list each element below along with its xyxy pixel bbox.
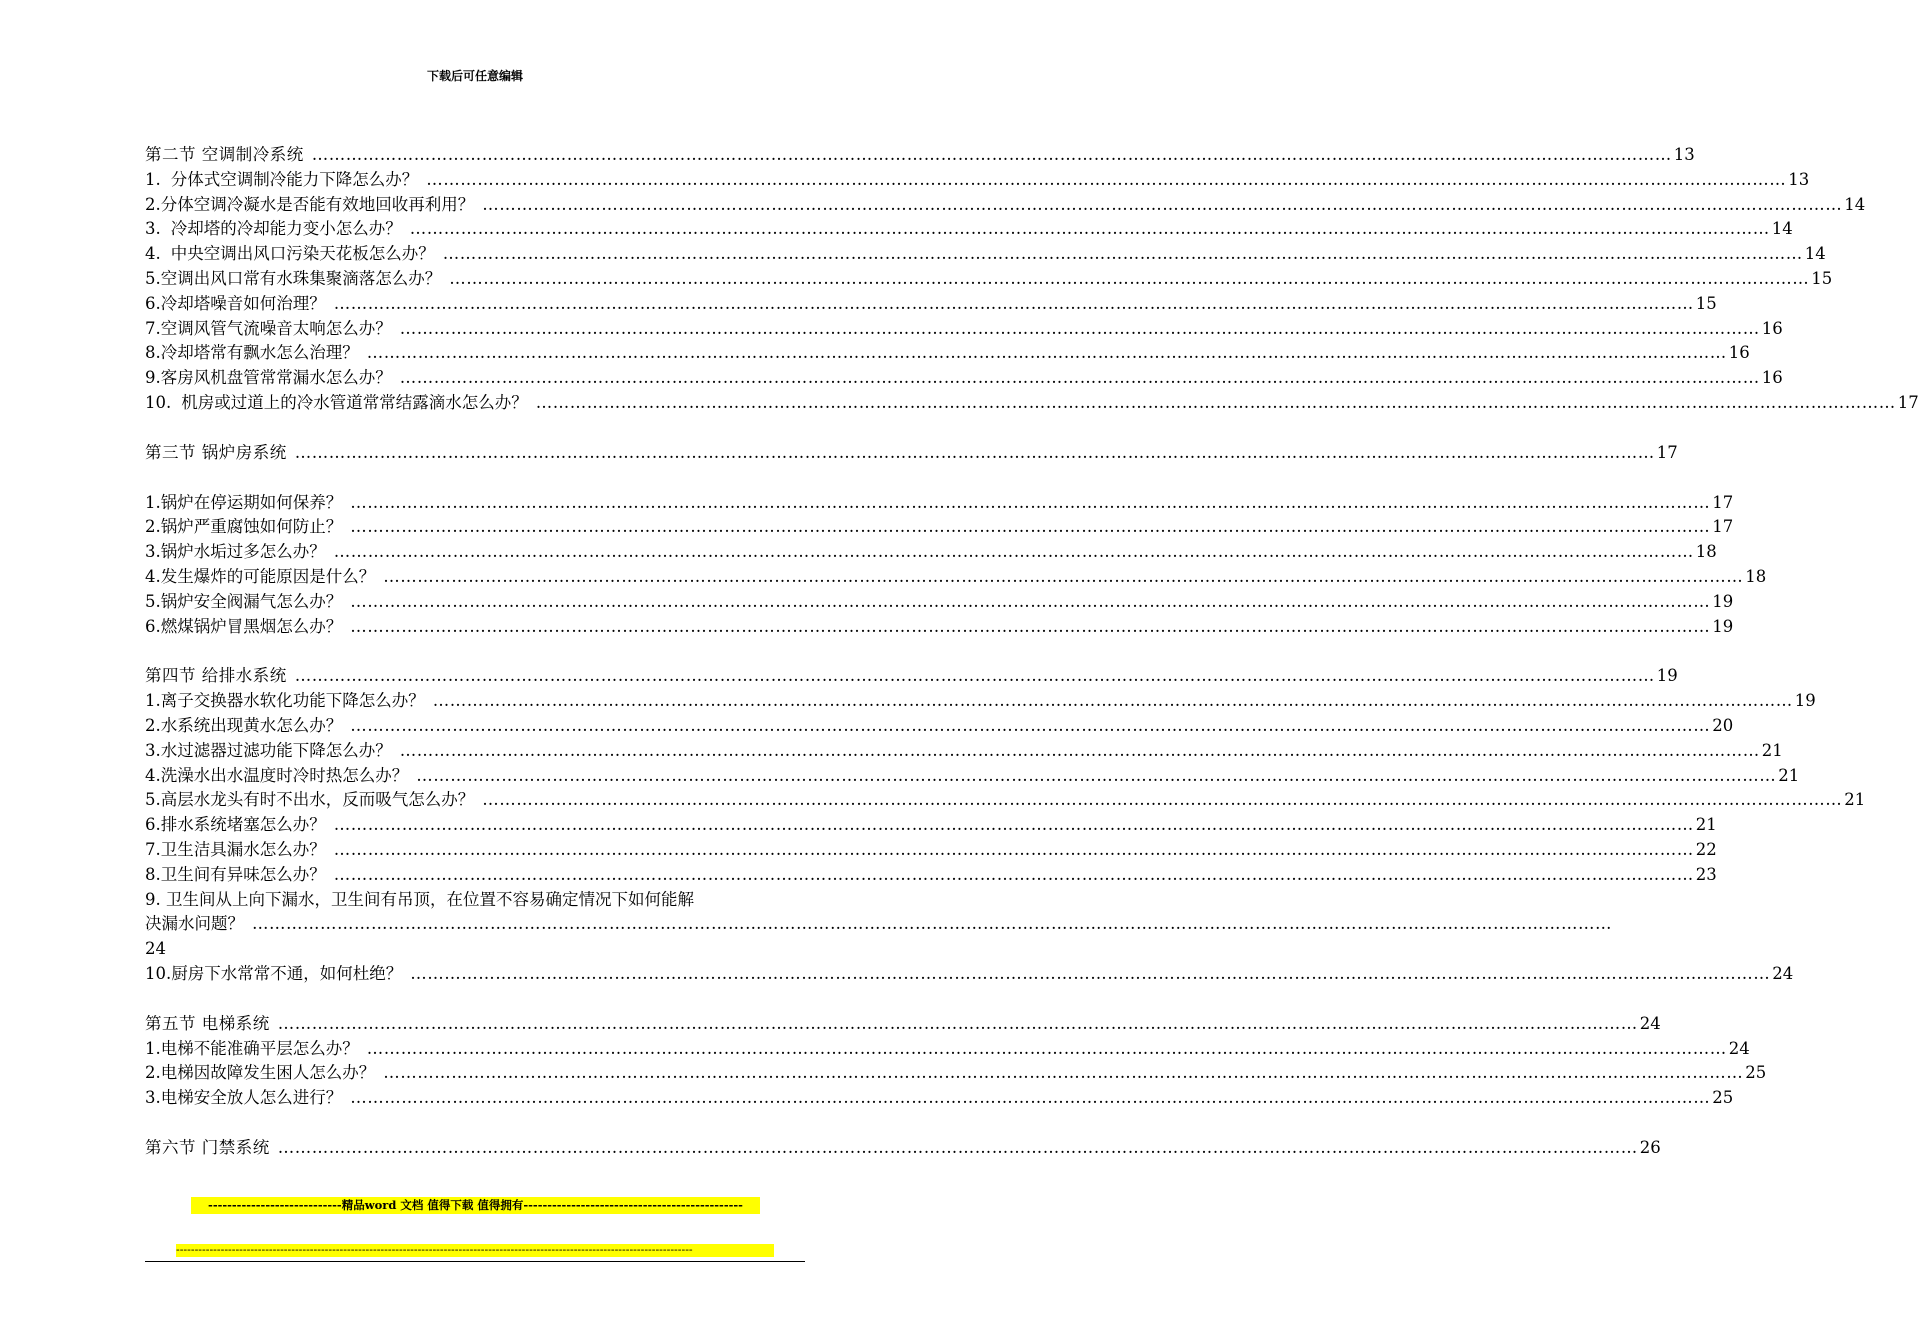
toc-item-list [145,689,1866,987]
item-number: 3. [145,740,161,760]
toc-item [145,217,1793,242]
toc-item [145,341,1750,366]
toc-item [145,1086,1734,1111]
dot-leader: …………………………………………………………………………………………………………………………………………………………………………………………………………………… [366,343,1727,363]
toc-item [145,863,1717,888]
page-number: 19 [1656,666,1678,686]
dot-leader: …………………………………………………………………………………………………………………………………………………………………………………………………………………… [294,442,1655,462]
dot-leader: …………………………………………………………………………………………………………………………………………………………………………………………………………………… [350,1088,1711,1108]
page-number: 18 [1695,542,1717,562]
toc-section-heading [145,664,1678,689]
dot-leader: …………………………………………………………………………………………………………………………………………………………………………………………………………………… [333,293,1694,313]
dot-leader: …………………………………………………………………………………………………………………………………………………………………………………………………………………… [252,914,1612,934]
item-text: 电梯安全放人怎么进行？ [160,1088,343,1108]
dot-leader: …………………………………………………………………………………………………………………………………………………………………………………………………………………… [482,790,1843,810]
toc-item-list [145,1037,1767,1111]
promo-banner: ----------------------------精品word 文档 值得下载 值得拥有---------------------------------------------- [191,1197,760,1214]
page-number: 14 [1771,219,1793,239]
page-number: 21 [1778,765,1800,785]
item-text: 机房或过道上的冷水管道常常结露滴水怎么办？ [181,392,528,412]
item-number: 2. [145,1063,161,1083]
dot-leader: …………………………………………………………………………………………………………………………………………………………………………………………………………………… [333,542,1694,562]
toc-item [145,739,1783,764]
page-number: 25 [1712,1088,1734,1108]
toc-item [145,962,1794,987]
item-text: 电梯因故障发生困人怎么办？ [160,1063,376,1083]
toc-item [145,515,1734,540]
item-number: 2. [145,715,161,735]
toc-item-list [145,491,1767,640]
page-number: 16 [1761,368,1783,388]
item-text: 空调出风口常有水珠集聚滴落怎么办？ [160,268,442,288]
item-text: 锅炉水垢过多怎么办？ [160,542,326,562]
item-number: 9. [145,368,161,388]
item-text: 厨房下水常常不通，如何杜绝？ [171,963,403,983]
item-text: 空调风管气流噪音太响怎么办？ [160,318,392,338]
item-number: 1. [145,1038,161,1058]
page-number: 13 [1673,145,1695,164]
page-header: 下载后可任意编辑 [426,69,523,83]
item-number: 4. [145,765,161,785]
section-title: 第四节 给排水系统 [145,666,287,686]
section-title: 第五节 电梯系统 [145,1013,270,1033]
page-number: 14 [1844,194,1866,214]
item-text: 离子交换器水软化功能下降怎么办？ [160,691,425,711]
dot-leader: …………………………………………………………………………………………………………………………………………………………………………………………………………………… [399,368,1760,388]
item-text: 水过滤器过滤功能下降怎么办？ [160,740,392,760]
dot-leader: …………………………………………………………………………………………………………………………………………………………………………………………………………………… [350,517,1711,537]
page-number: 15 [1811,268,1833,288]
page-number: 13 [1788,169,1810,189]
toc-section-heading [145,143,1695,168]
item-text: 燃煤锅炉冒黑烟怎么办？ [160,616,343,636]
toc-item [145,292,1717,317]
item-number: 5. [145,790,161,810]
page-number: 16 [1761,318,1783,338]
item-text: 排水系统堵塞怎么办？ [160,815,326,835]
item-text-line-1: 9. 卫生间从上向下漏水，卫生间有吊顶，在位置不容易确定情况下如何能解 [145,889,694,909]
page-number: 22 [1695,839,1717,859]
item-number: 8. [145,343,161,363]
page-number: 21 [1844,790,1866,810]
toc-section-heading [145,1136,1661,1161]
item-number: 1. [145,492,161,512]
page-number: 24 [1728,1038,1750,1058]
item-number: 8. [145,864,161,884]
item-number: 3. [145,219,161,239]
page-number: 17 [1897,392,1919,412]
item-text: 中央空调出风口污染天花板怎么办？ [170,244,435,264]
item-text: 洗澡水出水温度时冷时热怎么办？ [160,765,409,785]
item-number: 2. [145,194,161,214]
item-number: 3. [145,1088,161,1108]
page-number: 24 [145,939,166,959]
toc-item [145,366,1783,391]
item-number: 5. [145,268,161,288]
dot-leader: …………………………………………………………………………………………………………………………………………………………………………………………………………………… [350,715,1711,735]
dot-leader: …………………………………………………………………………………………………………………………………………………………………………………………………………………… [416,765,1777,785]
section-gap [145,1111,805,1136]
page-number: 24 [1639,1013,1661,1033]
item-number: 2. [145,517,161,537]
dot-leader: …………………………………………………………………………………………………………………………………………………………………………………………………………………… [442,244,1803,264]
toc-item [145,764,1800,789]
item-text: 冷却塔常有飘水怎么治理？ [160,343,359,363]
toc-item [145,813,1717,838]
item-text: 冷却塔的冷却能力变小怎么办？ [170,219,402,239]
item-number: 4. [145,244,161,264]
toc-item-list [145,168,1919,416]
item-text: 高层水龙头有时不出水，反而吸气怎么办？ [160,790,475,810]
dot-leader: …………………………………………………………………………………………………………………………………………………………………………………………………………………… [294,666,1655,686]
toc-item [145,788,1866,813]
toc-item [145,491,1734,516]
toc-item [145,168,1810,193]
page-number: 24 [1772,963,1794,983]
dot-leader: …………………………………………………………………………………………………………………………………………………………………………………………………………………… [350,492,1711,512]
page-number: 14 [1804,244,1826,264]
dot-leader: …………………………………………………………………………………………………………………………………………………………………………………………………………………… [399,740,1760,760]
dot-leader: …………………………………………………………………………………………………………………………………………………………………………………………………………………… [277,1013,1638,1033]
item-text: 锅炉在停运期如何保养？ [160,492,343,512]
toc-section-heading [145,1012,1661,1037]
toc-item [145,615,1734,640]
toc-section-heading [145,441,1678,466]
item-number: 4. [145,566,161,586]
footer-divider [145,1261,805,1262]
dot-leader: …………………………………………………………………………………………………………………………………………………………………………………………………………………… [277,1137,1638,1157]
item-number: 6. [145,616,161,636]
section-gap [145,466,805,491]
dot-leader: …………………………………………………………………………………………………………………………………………………………………………………………………………………… [333,815,1694,835]
dot-leader: …………………………………………………………………………………………………………………………………………………………………………………………………………………… [383,566,1744,586]
page-number: 19 [1712,616,1734,636]
toc-item [145,565,1767,590]
section-gap [145,416,805,441]
page-number: 16 [1728,343,1750,363]
page-number: 21 [1761,740,1783,760]
page-number: 26 [1639,1137,1661,1157]
item-number: 10. [145,963,172,983]
item-number: 1. [145,169,161,189]
item-text: 水系统出现黄水怎么办？ [160,715,343,735]
page-number: 23 [1695,864,1717,884]
dot-leader: …………………………………………………………………………………………………………………………………………………………………………………………………………………… [409,219,1770,239]
footer-dash-line: ------------------------------------------------------------------------------------------------------------------------------------------- [176,1244,774,1257]
item-number: 1. [145,691,161,711]
toc-item [145,242,1826,267]
item-number: 5. [145,591,161,611]
dot-leader: …………………………………………………………………………………………………………………………………………………………………………………………………………………… [333,839,1694,859]
dot-leader: …………………………………………………………………………………………………………………………………………………………………………………………………………………… [482,194,1843,214]
table-of-contents [145,143,1919,1161]
dot-leader: …………………………………………………………………………………………………………………………………………………………………………………………………………………… [333,864,1694,884]
dot-leader: …………………………………………………………………………………………………………………………………………………………………………………………………………………… [350,616,1711,636]
dot-leader: …………………………………………………………………………………………………………………………………………………………………………………………………………………… [399,318,1760,338]
toc-item [145,838,1717,863]
item-text: 电梯不能准确平层怎么办？ [160,1038,359,1058]
item-text: 锅炉严重腐蚀如何防止？ [160,517,343,537]
item-text: 卫生间有异味怎么办？ [160,864,326,884]
page-number: 19 [1794,691,1816,711]
item-number: 6. [145,815,161,835]
dot-leader: …………………………………………………………………………………………………………………………………………………………………………………………………………………… [366,1038,1727,1058]
page-number: 17 [1712,517,1734,537]
page-number: 18 [1745,566,1767,586]
item-number: 7. [145,839,161,859]
toc-item [145,317,1783,342]
dot-leader: …………………………………………………………………………………………………………………………………………………………………………………………………………………… [410,963,1771,983]
page-number: 25 [1745,1063,1767,1083]
dot-leader: …………………………………………………………………………………………………………………………………………………………………………………………………………………… [350,591,1711,611]
page-number: 15 [1695,293,1717,313]
page-number: 20 [1712,715,1734,735]
item-text: 锅炉安全阀漏气怎么办？ [160,591,343,611]
item-number: 7. [145,318,161,338]
item-text: 分体空调冷凝水是否能有效地回收再利用？ [160,194,475,214]
toc-item [145,1061,1767,1086]
dot-leader: …………………………………………………………………………………………………………………………………………………………………………………………………………………… [426,169,1787,189]
page-number: 21 [1695,815,1717,835]
item-text: 客房风机盘管常常漏水怎么办？ [160,368,392,388]
item-text: 发生爆炸的可能原因是什么？ [160,566,376,586]
toc-item [145,391,1919,416]
toc-item [145,193,1866,218]
page-number: 17 [1656,442,1678,462]
section-gap [145,639,805,664]
item-text: 分体式空调制冷能力下降怎么办？ [170,169,419,189]
item-number: 6. [145,293,161,313]
item-text-line-2: 决漏水问题？ [145,914,244,934]
section-title: 第二节 空调制冷系统 [145,145,304,164]
toc-item [145,689,1816,714]
toc-item [145,267,1833,292]
toc-item [145,540,1717,565]
item-text: 卫生洁具漏水怎么办？ [160,839,326,859]
dot-leader: …………………………………………………………………………………………………………………………………………………………………………………………………………………… [449,268,1810,288]
item-text-line-2-row [145,912,1612,937]
toc-item-wrapped [145,888,1612,962]
dot-leader: …………………………………………………………………………………………………………………………………………………………………………………………………………………… [535,392,1896,412]
toc-item [145,714,1734,739]
section-gap [145,987,805,1012]
dot-leader: …………………………………………………………………………………………………………………………………………………………………………………………………………………… [311,145,1672,164]
dot-leader: …………………………………………………………………………………………………………………………………………………………………………………………………………………… [432,691,1793,711]
toc-item [145,590,1734,615]
section-title: 第六节 门禁系统 [145,1137,270,1157]
item-number: 3. [145,542,161,562]
item-text: 冷却塔噪音如何治理？ [160,293,326,313]
dot-leader: …………………………………………………………………………………………………………………………………………………………………………………………………………………… [383,1063,1744,1083]
page-number: 19 [1712,591,1734,611]
toc-item [145,1037,1750,1062]
page-number: 17 [1712,492,1734,512]
section-title: 第三节 锅炉房系统 [145,442,287,462]
item-number: 10. [145,392,172,412]
